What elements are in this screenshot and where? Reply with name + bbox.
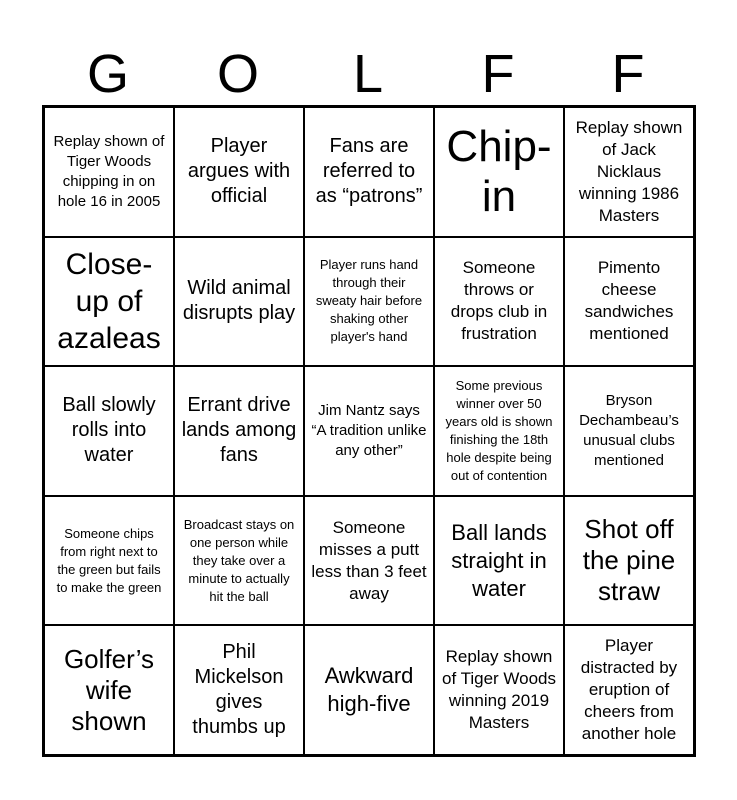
bingo-cell-r5-c2[interactable] [175,626,303,754]
bingo-cell-text: Some previous winner over 50 years old is shown finishing the 18th hole despite being out of contention [445,377,553,483]
bingo-cell-r5-c1[interactable] [45,626,173,754]
bingo-cell-r3-c2[interactable] [175,367,303,495]
header-letter-f: F [481,44,515,104]
bingo-cell-text: Someone misses a putt less than 3 feet away [311,517,427,603]
bingo-cell-r3-c3[interactable] [305,367,433,495]
bingo-cell-r3-c1[interactable] [45,367,173,495]
bingo-cell-r4-c2[interactable] [175,497,303,625]
bingo-cell-text: Awkward high-five [324,663,414,717]
bingo-cell-text: Replay shown of Jack Nicklaus winning 1986 Masters [575,117,683,225]
bingo-cell-text: Bryson Dechambeau’s unusual clubs mentioned [579,391,679,469]
bingo-cell-text: Ball slowly rolls into water [62,394,156,467]
header-letter-l: L [352,44,384,104]
bingo-cell-text: Someone chips from right next to the green but fails to make the green [56,525,162,595]
bingo-cell-r5-c4[interactable] [435,626,563,754]
bingo-cell-r2-c4[interactable] [435,238,563,366]
bingo-cell-text: Player argues with official [187,135,291,208]
bingo-cell-text: Chip-in [446,121,552,221]
bingo-cell-r4-c4[interactable] [435,497,563,625]
bingo-board [42,105,696,757]
bingo-cell-r3-c5[interactable] [565,367,693,495]
bingo-cell-r1-c5[interactable] [565,108,693,236]
bingo-cell-text: Replay shown of Tiger Woods chipping in on hole 16 in 2005 [53,132,165,210]
bingo-cell-text: Broadcast stays on one person while they take over a minute to actually hit the ball [183,516,295,604]
bingo-cell-r5-c3[interactable] [305,626,433,754]
bingo-cell-text: Jim Nantz says “A tradition unlike any other” [311,401,427,459]
bingo-header [43,42,695,106]
bingo-cell-r2-c5[interactable] [565,238,693,366]
bingo-cell-r3-c4[interactable] [435,367,563,495]
header-letter-o: O [216,44,259,104]
bingo-cell-r2-c1[interactable] [45,238,173,366]
bingo-cell-r5-c5[interactable] [565,626,693,754]
bingo-cell-r2-c2[interactable] [175,238,303,366]
header-letter-f-2: F [611,44,645,104]
bingo-cell-text: Ball lands straight in water [451,519,547,601]
bingo-cell-r1-c1[interactable] [45,108,173,236]
bingo-cell-text: Pimento cheese sandwiches mentioned [584,258,674,344]
bingo-cell-r4-c5[interactable] [565,497,693,625]
bingo-cell-text: Golfer’s wife shown [63,643,155,736]
bingo-cell-text: Close-up of azaleas [57,247,161,355]
bingo-cell-r1-c4[interactable] [435,108,563,236]
bingo-cell-text: Errant drive lands among fans [181,394,297,467]
bingo-cell-r1-c2[interactable] [175,108,303,236]
bingo-cell-text: Phil Mickelson gives thumbs up [192,641,286,739]
bingo-cell-r1-c3[interactable] [305,108,433,236]
bingo-cell-text: Replay shown of Tiger Woods winning 2019 Masters [441,647,557,733]
bingo-cell-text: Wild animal disrupts play [182,277,296,325]
bingo-cell-text: Fans are referred to as “patrons” [315,135,423,208]
bingo-cell-r4-c3[interactable] [305,497,433,625]
bingo-cell-r2-c3[interactable] [305,238,433,366]
bingo-cell-r4-c1[interactable] [45,497,173,625]
bingo-cell-text: Player distracted by eruption of cheers from another hole [580,636,678,744]
header-letter-g: G [86,44,129,104]
bingo-cell-text: Shot off the pine straw [582,514,676,607]
bingo-cell-text: Player runs hand through their sweaty hair before shaking other player's hand [315,257,423,345]
bingo-cell-text: Someone throws or drops club in frustration [450,258,548,344]
